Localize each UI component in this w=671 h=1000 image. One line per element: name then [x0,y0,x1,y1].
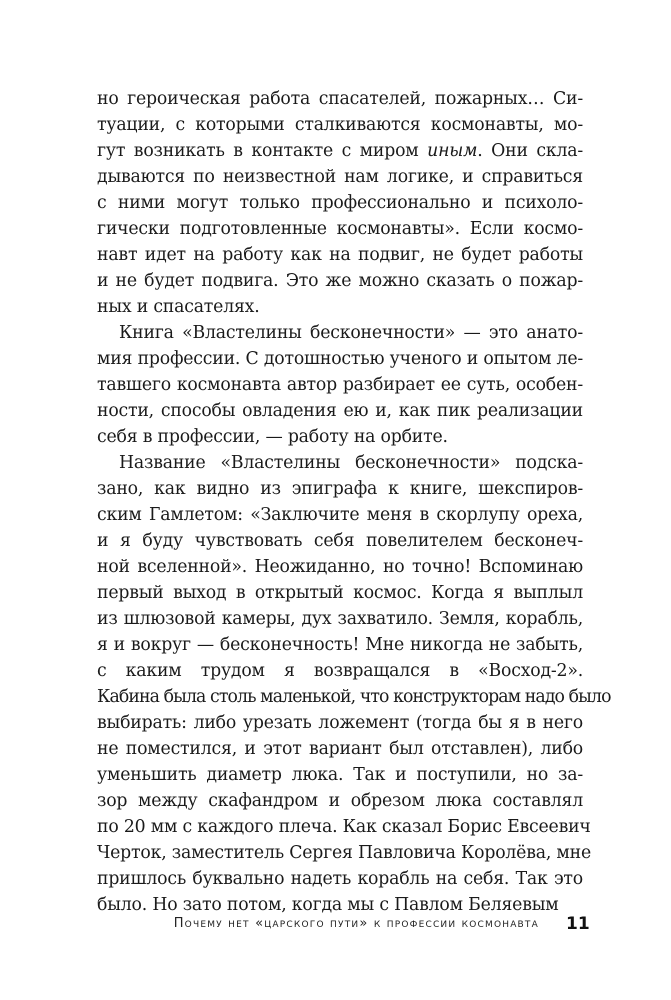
text-line: по 20 мм с каждого плеча. Как сказал Борис Евсеевич [97,817,591,837]
text-line: Книга «Властелины бесконечности» — это анато- [119,323,583,343]
page-number: 11 [566,914,590,934]
text-line: уменьшить диаметр люка. Так и поступили, но за- [97,765,583,785]
text-line: я и вокруг — бесконечность! Мне никогда не забыть, [97,635,583,655]
text-line: себя в профессии, — работу на орбите. [97,427,448,447]
text-line: ных и спасателях. [97,297,260,317]
text-line: тавшего космонавта автор разбирает ее суть, особен- [97,375,583,395]
text-line: гут возникать в контакте с миром иным. Они скла- [97,141,583,161]
text-line: ной вселенной». Неожиданно, но точно! Вспоминаю [97,557,583,577]
text-line: зор между скафандром и обрезом люка составлял [97,791,583,811]
text-line: но героическая работа спасателей, пожарных… Си- [97,89,583,109]
text-line: гически подготовленные космонавты». Если космо- [97,219,583,239]
text-line: первый выход в открытый космос. Когда я выплыл [97,583,583,603]
text-line: выбирать: либо урезать ложемент (тогда бы я в него [97,713,583,733]
text-line: Черток, заместитель Сергея Павловича Королёва, мне [97,843,592,863]
text-line: из шлюзовой камеры, дух захватило. Земля, корабль, [97,609,583,629]
text-line: было. Но зато потом, когда мы с Павлом Беляевым [97,895,559,915]
text-line: туации, с которыми сталкиваются космонавты, мо- [97,115,583,135]
text-line: ским Гамлетом: «Заключите меня в скорлупу ореха, [97,505,583,525]
text-line: не поместился, и этот вариант был отставлен), либо [97,739,583,759]
text-line: с ними могут только профессионально и психоло- [97,193,583,213]
text-line: и не будет подвига. Это же можно сказать о пожар- [97,271,583,291]
text-line: Название «Властелины бесконечности» подска- [119,453,583,473]
text-line: ности, способы овладения ею и, как пик реализации [97,401,583,421]
text-line: Кабина была столь маленькой, что конструкторам надо было [97,687,611,707]
text-line: и я буду чувствовать себя повелителем бесконеч- [97,531,583,551]
text-line: пришлось буквально надеть корабль на себя. Так это [97,869,583,889]
text-line: зано, как видно из эпиграфа к книге, шекспиров- [97,479,583,499]
running-title: Почему нет «царского пути» к профессии космонавта [173,916,539,931]
page-footer [0,914,671,938]
body-text [97,86,611,918]
text-line: дываются по неизвестной нам логике, и справиться [97,167,583,187]
text-line: мия профессии. С дотошностью ученого и опытом ле- [97,349,583,369]
text-line: с каким трудом я возвращался в «Восход-2». [97,661,583,681]
text-line: навт идет на работу как на подвиг, не будет работы [97,245,583,265]
